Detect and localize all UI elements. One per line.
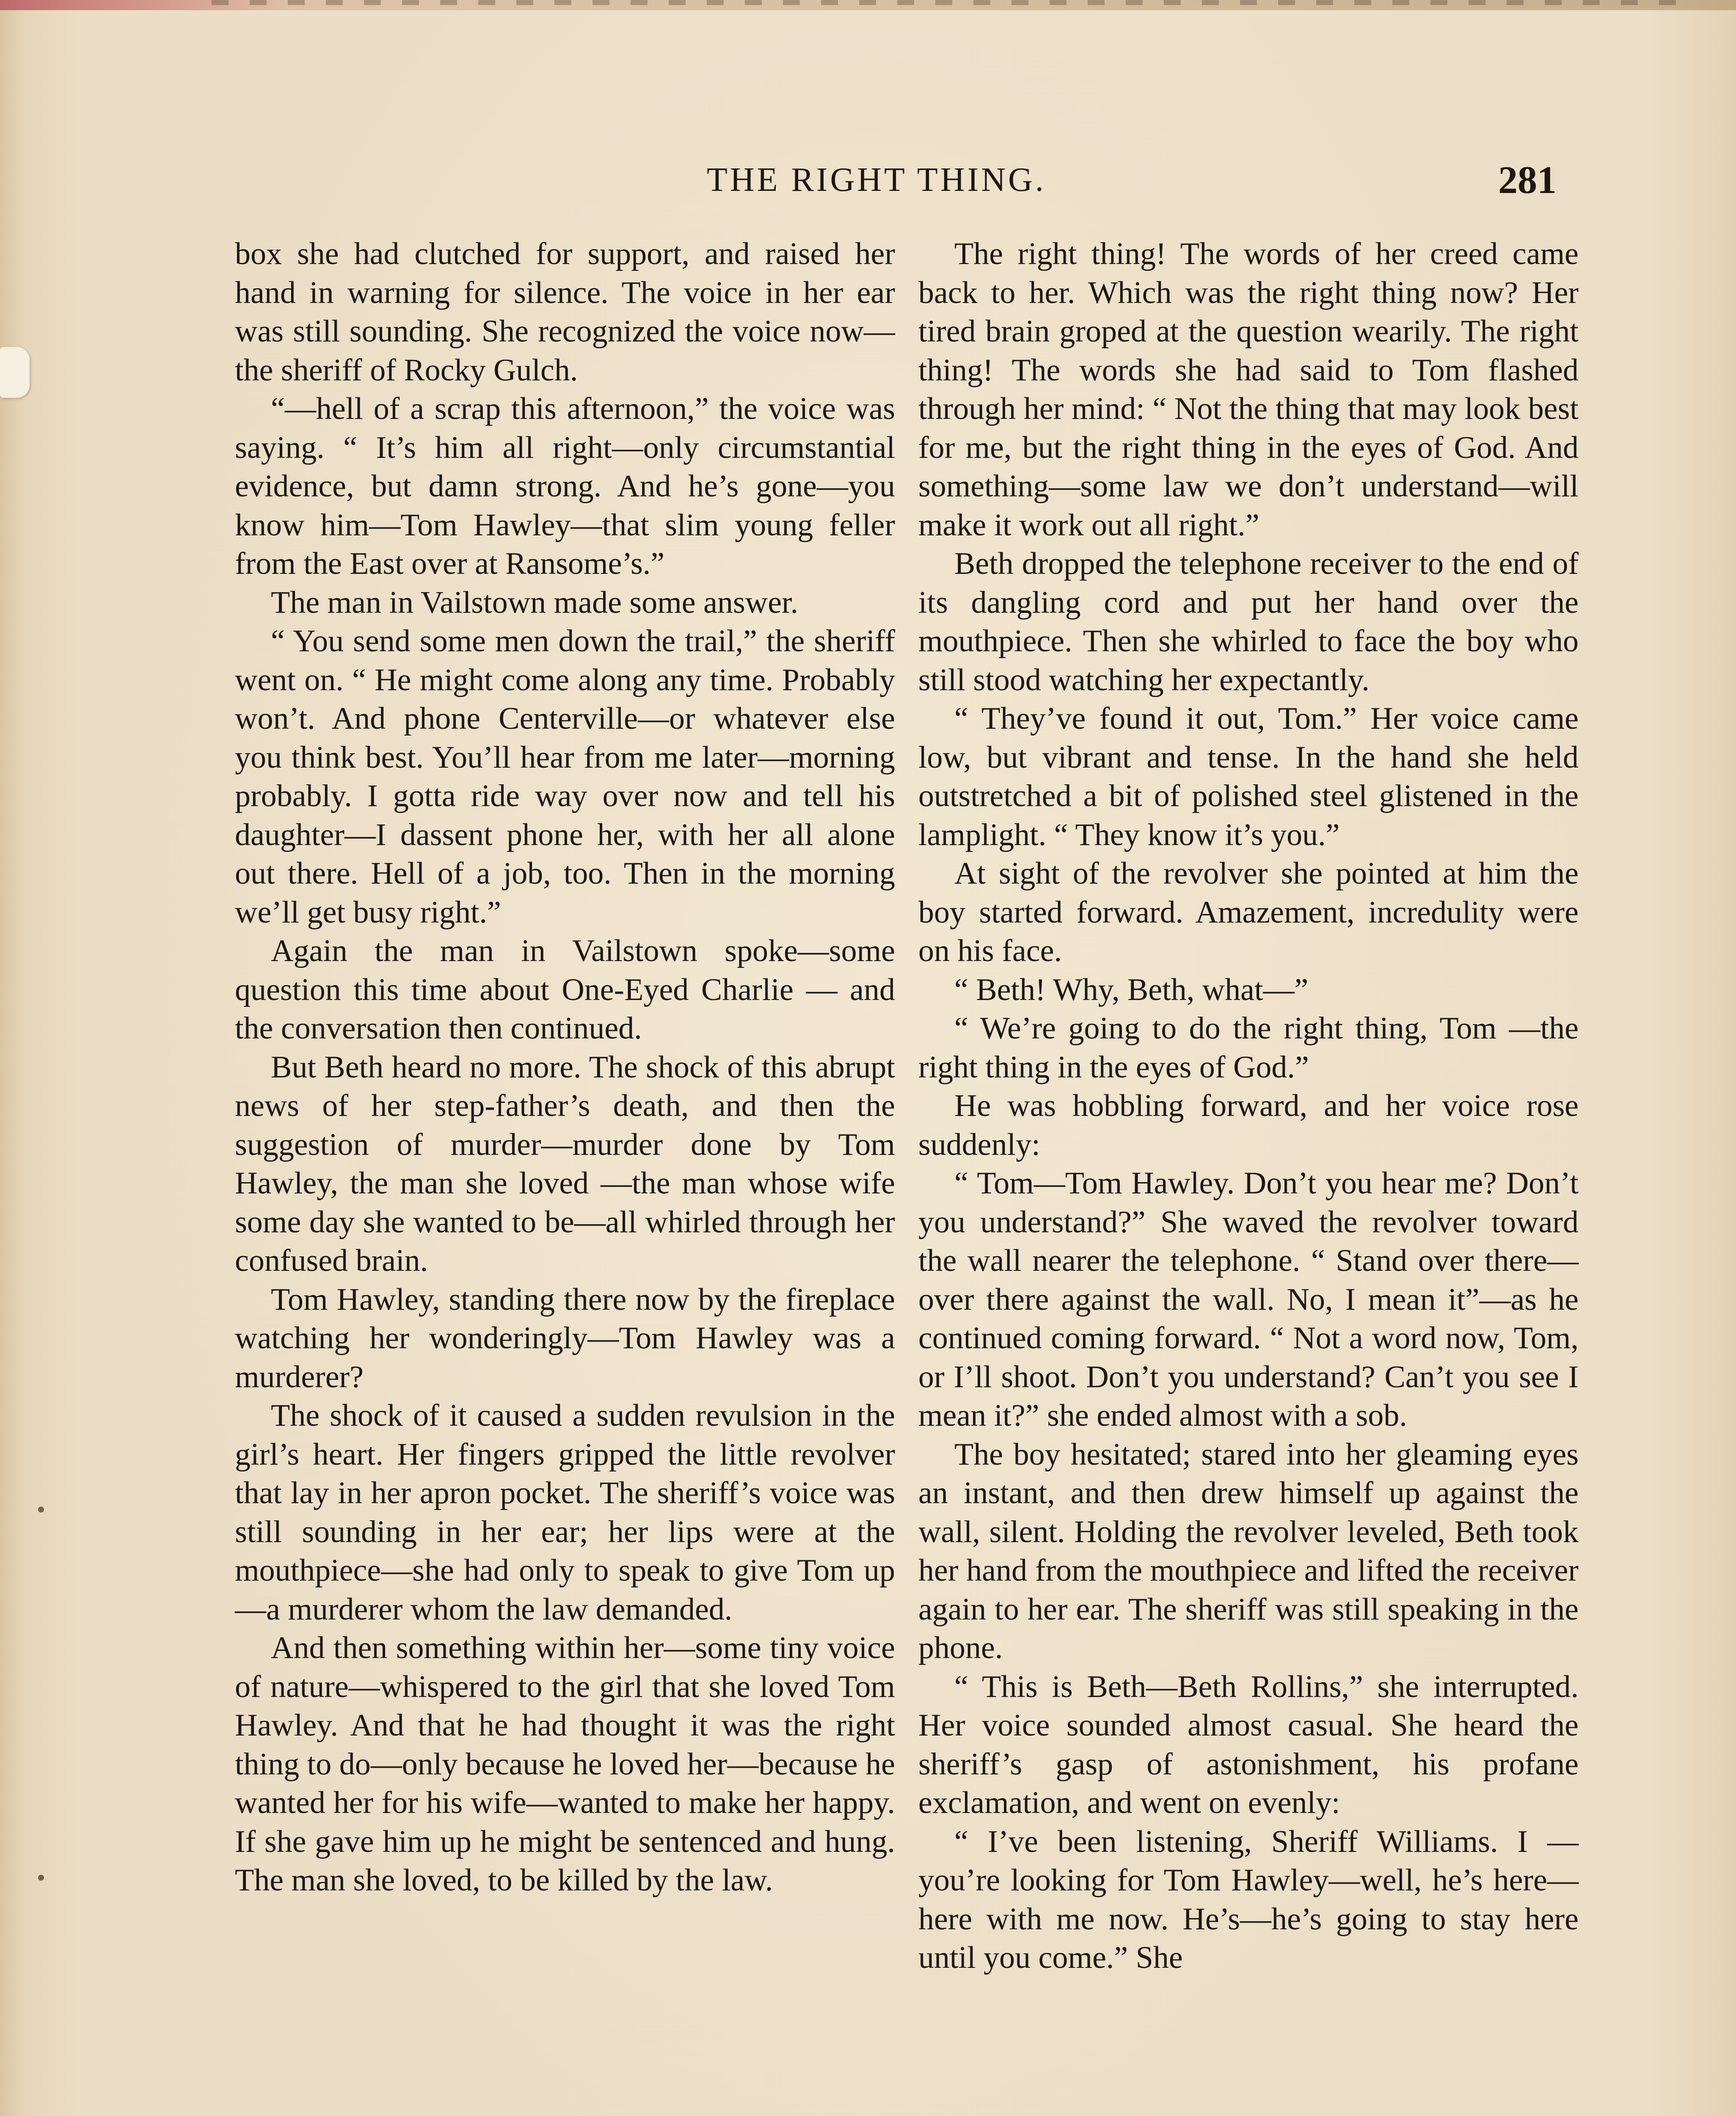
right-column: [918, 235, 1579, 1978]
paper-tear: [0, 347, 30, 398]
page-header: [0, 158, 1736, 212]
paragraph: “—hell of a scrap this afternoon,” the voice was saying. “ It’s him all right—only circumstantial evidence, but damn strong. And he’s gone—you know him—Tom Hawley—that slim young feller from the East over at Ransome’s.”: [235, 391, 895, 581]
paragraph: The shock of it caused a sudden revulsion in the girl’s heart. Her fingers gripped the little revolver that lay in her apron pocket. The sheriff’s voice was still sounding in her ear; her lips were at the mouthpiece—she had only to speak to give Tom up—a murderer whom the law demanded.: [235, 1398, 895, 1627]
paragraph: He was hobbling forward, and her voice rose suddenly:: [918, 1088, 1579, 1162]
paragraph: The boy hesitated; stared into her gleaming eyes an instant, and then drew himself up against the wall, silent. Holding the revolver leveled, Beth took her hand from the mouthpiece and lifted the receiver again to her ear. The sheriff was still speaking in the phone.: [918, 1437, 1579, 1665]
paragraph: The right thing! The words of her creed came back to her. Which was the right thing now? Her tired brain groped at the question wearily. The right thing! The words she had said to Tom flashed through her mind: “ Not the thing that may look best for me, but the right thing in the eyes of God. And something—some law we don’t understand—will make it work out all right.”: [918, 237, 1579, 543]
paragraph: But Beth heard no more. The shock of this abrupt news of her step-father’s death, and then the suggestion of murder—murder done by Tom Hawley, the man she loved —the man whose wife some day she wanted to be—all whirled through her confused brain.: [235, 1050, 895, 1278]
page-number: 281: [1498, 158, 1557, 201]
paragraph: “ I’ve been listening, Sheriff Williams. I —you’re looking for Tom Hawley—well, he’s here—here with me now. He’s—he’s going to stay here until you come.” She: [918, 1824, 1579, 1975]
paragraph: The man in Vailstown made some answer.: [271, 585, 799, 620]
left-column: [235, 235, 895, 1900]
paragraph: At sight of the revolver she pointed at him the boy started forward. Amazement, incredulity were on his face.: [918, 856, 1579, 968]
ink-speck: [38, 1507, 44, 1513]
paragraph: “ We’re going to do the right thing, Tom —the right thing in the eyes of God.”: [918, 1011, 1579, 1085]
paragraph: “ Beth! Why, Beth, what—”: [954, 972, 1309, 1007]
paragraph: “ This is Beth—Beth Rollins,” she interrupted. Her voice sounded almost casual. She heard the sheriff’s gasp of astonishment, his profane exclamation, and went on evenly:: [918, 1669, 1579, 1820]
ink-speck: [38, 1875, 44, 1881]
paragraph: box she had clutched for support, and raised her hand in warning for silence. The voice in her ear was still sounding. She recognized the voice now—the sheriff of Rocky Gulch.: [235, 237, 895, 388]
paragraph: “ Tom—Tom Hawley. Don’t you hear me? Don’t you understand?” She waved the revolver toward the wall nearer the telephone. “ Stand over there—over there against the wall. No, I mean it”—as he continued coming forward. “ Not a word now, Tom, or I’ll shoot. Don’t you understand? Can’t you see I mean it?” she ended almost with a sob.: [918, 1166, 1579, 1433]
previous-page-fragment: [212, 0, 1693, 5]
paragraph: “ They’ve found it out, Tom.” Her voice came low, but vibrant and tense. In the hand she held outstretched a bit of polished steel glistened in the lamplight. “ They know it’s you.”: [918, 701, 1579, 852]
paragraph: “ You send some men down the trail,” the sheriff went on. “ He might come along any time. Probably won’t. And phone Centerville—or whatever else you think best. You’ll hear from me later—morning probably. I gotta ride way over now and tell his daughter—I dassent phone her, with her all alone out there. Hell of a job, too. Then in the morning we’ll get busy right.”: [235, 624, 895, 930]
paragraph: Again the man in Vailstown spoke—some question this time about One-Eyed Charlie — and the conversation then continued.: [235, 934, 895, 1046]
paragraph: Tom Hawley, standing there now by the fireplace watching her wonderingly—Tom Hawley was a murderer?: [235, 1282, 895, 1394]
paragraph: And then something within her—some tiny voice of nature—whispered to the girl that she loved Tom Hawley. And that he had thought it was the right thing to do—only because he loved her—because he wanted her for his wife—wanted to make her happy. If she gave him up he might be sentenced and hung. The man she loved, to be killed by the law.: [235, 1631, 895, 1898]
running-title: THE RIGHT THING.: [707, 161, 1046, 198]
paragraph: Beth dropped the telephone receiver to the end of its dangling cord and put her hand over the mouthpiece. Then she whirled to face the boy who still stood watching her expectantly.: [918, 546, 1579, 697]
